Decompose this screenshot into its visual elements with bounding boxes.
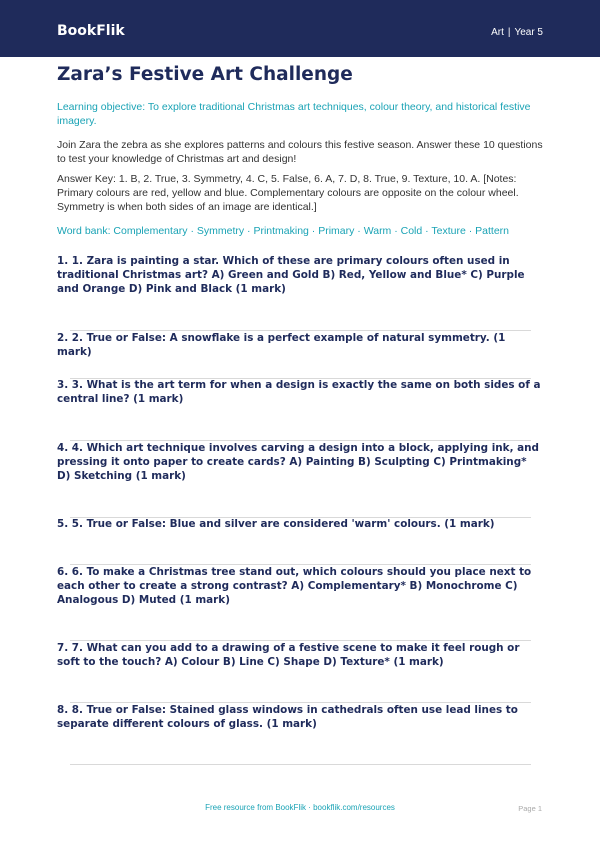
year-label: Year 5 (514, 27, 543, 38)
page-title: Zara’s Festive Art Challenge (57, 64, 353, 85)
question-6: 6. 6. To make a Christmas tree stand out, which colours should you place next to each other to create a strong contrast? A) Complementary* B) Monochrome C) Analogous D) Muted (1 mark) (57, 566, 532, 606)
question-2: 2. 2. True or False: A snowflake is a perfect example of natural symmetry. (1 mark) (57, 332, 506, 358)
subject-label: Art (491, 27, 504, 38)
meta-separator: | (507, 27, 511, 38)
learning-objective: Learning objective: To explore traditional Christmas art techniques, colour theory, and historical festive imagery. (57, 101, 531, 127)
intro-text: Join Zara the zebra as she explores patterns and colours this festive season. Answer these 10 questions to test your knowledge of Christmas art and design! (57, 139, 543, 165)
answer-line-8 (70, 764, 531, 765)
answer-key: Answer Key: 1. B, 2. True, 3. Symmetry, 4. C, 5. False, 6. A, 7. D, 8. True, 9. Texture, 10. A. [Notes: Primary colours are red, yellow and blue. Complementary colours are opposite on the colour wheel. Symmetry is when both sides of an image are identical.] (57, 173, 519, 213)
footer-resource-link[interactable]: Free resource from BookFlik · bookflik.com/resources (205, 803, 395, 812)
question-4: 4. 4. Which art technique involves carving a design into a block, applying ink, and pressing it onto paper to create cards? A) Painting B) Sculpting C) Printmaking* D) Sketching (1 mark) (57, 442, 539, 482)
page-number: Page 1 (518, 804, 542, 813)
question-8: 8. 8. True or False: Stained glass windows in cathedrals often use lead lines to separate different colours of glass. (1 mark) (57, 704, 518, 730)
question-7: 7. 7. What can you add to a drawing of a festive scene to make it feel rough or soft to the touch? A) Colour B) Line C) Shape D) Texture* (1 mark) (57, 642, 520, 668)
page-header (0, 0, 600, 57)
question-1: 1. 1. Zara is painting a star. Which of these are primary colours often used in traditional Christmas art? A) Green and Gold B) Red, Yellow and Blue* C) Purple and Orange D) Pink and Black (1 mark) (57, 255, 525, 295)
question-5: 5. 5. True or False: Blue and silver are considered 'warm' colours. (1 mark) (57, 518, 495, 530)
question-3: 3. 3. What is the art term for when a design is exactly the same on both sides of a central line? (1 mark) (57, 379, 541, 405)
subject-year (491, 27, 543, 38)
word-bank: Word bank: Complementary · Symmetry · Printmaking · Primary · Warm · Cold · Texture · Pattern (57, 225, 509, 237)
brand-logo: BookFlik (57, 23, 125, 39)
